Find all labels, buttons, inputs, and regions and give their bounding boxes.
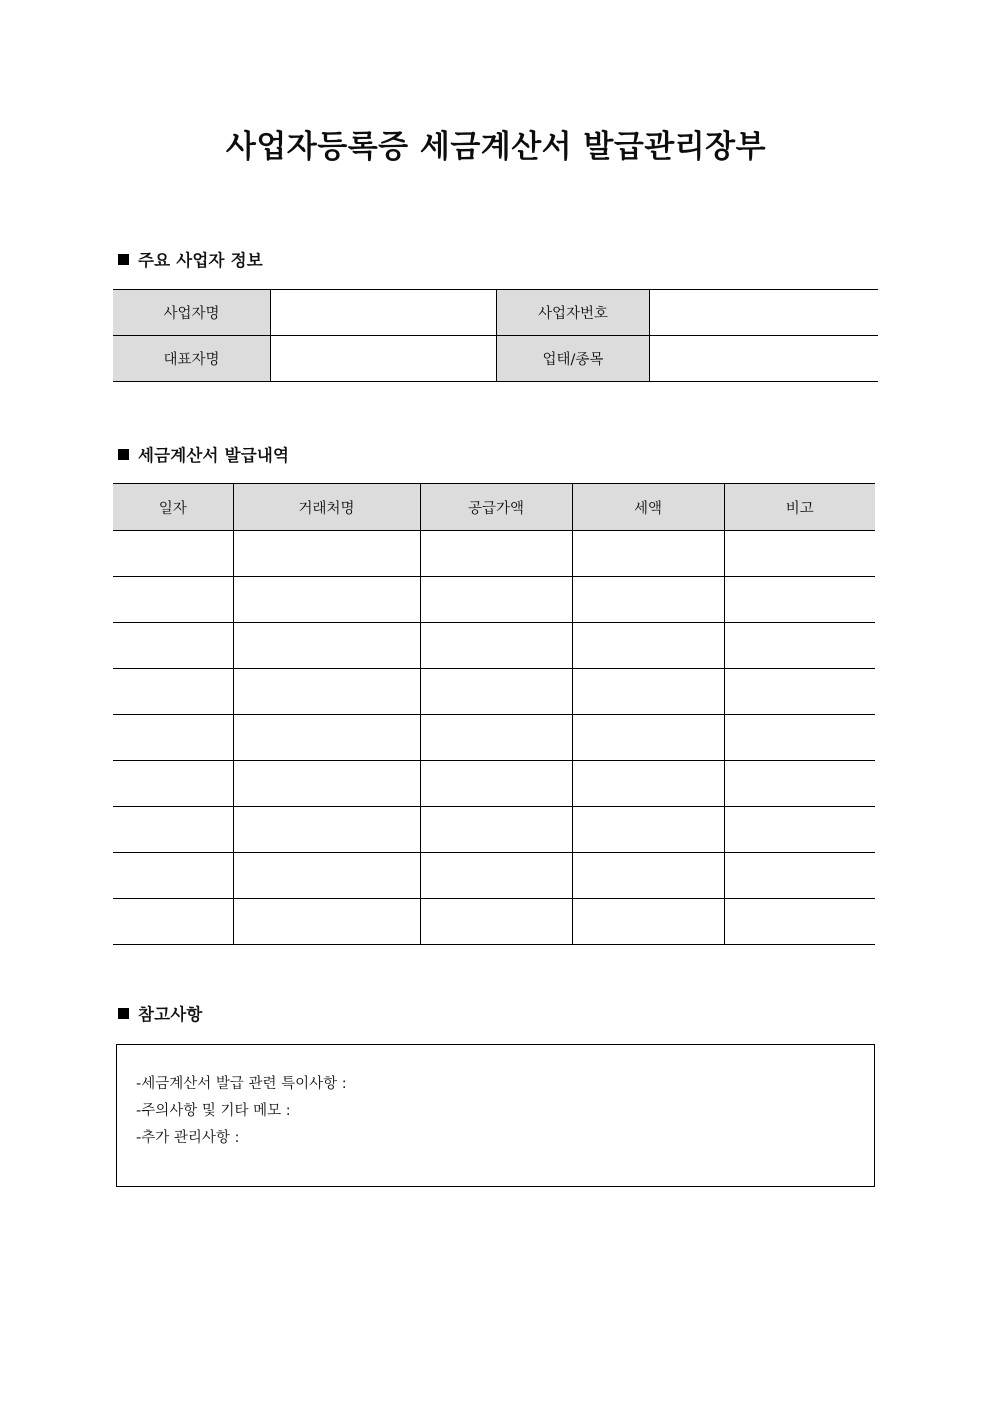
note-line: -추가 관리사항 :: [136, 1130, 240, 1147]
issue-details-table: [113, 483, 875, 945]
business-info-table: [113, 289, 878, 382]
business-name-label: 사업자명: [113, 289, 271, 335]
cell-remarks[interactable]: [724, 669, 875, 715]
cell-supply[interactable]: [420, 807, 572, 853]
cell-client[interactable]: [233, 623, 420, 669]
cell-client[interactable]: [233, 853, 420, 899]
table-row: [113, 807, 875, 853]
table-row: [113, 335, 878, 381]
table-header-row: [113, 484, 875, 531]
table-row: [113, 761, 875, 807]
table-row: [113, 715, 875, 761]
note-line: -주의사항 및 기타 메모 :: [136, 1103, 291, 1120]
business-type-value[interactable]: [650, 335, 879, 381]
cell-remarks[interactable]: [724, 853, 875, 899]
cell-supply[interactable]: [420, 853, 572, 899]
cell-date[interactable]: [113, 807, 233, 853]
business-name-value[interactable]: [271, 289, 497, 335]
table-row: [113, 899, 875, 945]
note-line: -세금계산서 발급 관련 특이사항 :: [136, 1076, 347, 1093]
cell-client[interactable]: [233, 807, 420, 853]
table-row: [113, 669, 875, 715]
cell-supply[interactable]: [420, 623, 572, 669]
notes-box-wrap: [0, 1044, 992, 1187]
table-row: [113, 531, 875, 577]
table-row: [113, 853, 875, 899]
column-header-remarks: 비고: [724, 484, 875, 531]
cell-client[interactable]: [233, 669, 420, 715]
square-bullet-icon: [118, 1008, 129, 1019]
business-number-value[interactable]: [650, 289, 879, 335]
column-header-date: 일자: [113, 484, 233, 531]
square-bullet-icon: [118, 254, 129, 265]
cell-date[interactable]: [113, 715, 233, 761]
cell-client[interactable]: [233, 899, 420, 945]
column-header-supply: 공급가액: [420, 484, 572, 531]
page-title: 사업자등록증 세금계산서 발급관리장부: [225, 129, 767, 165]
business-type-label: 업태/종목: [497, 335, 650, 381]
section-heading-business-info-label: 주요 사업자 정보: [138, 250, 263, 270]
cell-client[interactable]: [233, 531, 420, 577]
business-info-table-body: [113, 289, 878, 381]
cell-tax[interactable]: [572, 715, 724, 761]
section-heading-issue-details: [0, 446, 992, 466]
section-heading-notes-label: 참고사항: [138, 1005, 203, 1025]
cell-date[interactable]: [113, 669, 233, 715]
section-heading-business-info: [0, 251, 992, 271]
issue-details-table-body: [113, 531, 875, 945]
cell-tax[interactable]: [572, 807, 724, 853]
cell-remarks[interactable]: [724, 807, 875, 853]
cell-client[interactable]: [233, 577, 420, 623]
business-info-table-wrap: [0, 289, 992, 382]
cell-supply[interactable]: [420, 531, 572, 577]
cell-client[interactable]: [233, 715, 420, 761]
cell-date[interactable]: [113, 761, 233, 807]
square-bullet-icon: [118, 449, 129, 460]
cell-supply[interactable]: [420, 669, 572, 715]
cell-remarks[interactable]: [724, 531, 875, 577]
representative-name-value[interactable]: [271, 335, 497, 381]
cell-tax[interactable]: [572, 669, 724, 715]
cell-remarks[interactable]: [724, 623, 875, 669]
cell-remarks[interactable]: [724, 715, 875, 761]
cell-date[interactable]: [113, 577, 233, 623]
representative-name-label: 대표자명: [113, 335, 271, 381]
table-row: [113, 577, 875, 623]
cell-tax[interactable]: [572, 623, 724, 669]
cell-date[interactable]: [113, 853, 233, 899]
cell-date[interactable]: [113, 899, 233, 945]
column-header-client: 거래처명: [233, 484, 420, 531]
cell-remarks[interactable]: [724, 899, 875, 945]
cell-tax[interactable]: [572, 853, 724, 899]
issue-details-table-head: [113, 484, 875, 531]
cell-tax[interactable]: [572, 899, 724, 945]
cell-supply[interactable]: [420, 899, 572, 945]
cell-tax[interactable]: [572, 577, 724, 623]
cell-supply[interactable]: [420, 577, 572, 623]
notes-box[interactable]: [116, 1044, 875, 1187]
business-number-label: 사업자번호: [497, 289, 650, 335]
cell-remarks[interactable]: [724, 577, 875, 623]
cell-date[interactable]: [113, 623, 233, 669]
issue-details-table-wrap: [0, 483, 992, 945]
table-row: [113, 623, 875, 669]
cell-client[interactable]: [233, 761, 420, 807]
section-heading-issue-details-label: 세금계산서 발급내역: [138, 445, 290, 465]
cell-supply[interactable]: [420, 761, 572, 807]
cell-supply[interactable]: [420, 715, 572, 761]
section-heading-notes: [0, 1005, 992, 1025]
table-row: [113, 289, 878, 335]
cell-date[interactable]: [113, 531, 233, 577]
cell-tax[interactable]: [572, 531, 724, 577]
cell-remarks[interactable]: [724, 761, 875, 807]
column-header-tax: 세액: [572, 484, 724, 531]
cell-tax[interactable]: [572, 761, 724, 807]
